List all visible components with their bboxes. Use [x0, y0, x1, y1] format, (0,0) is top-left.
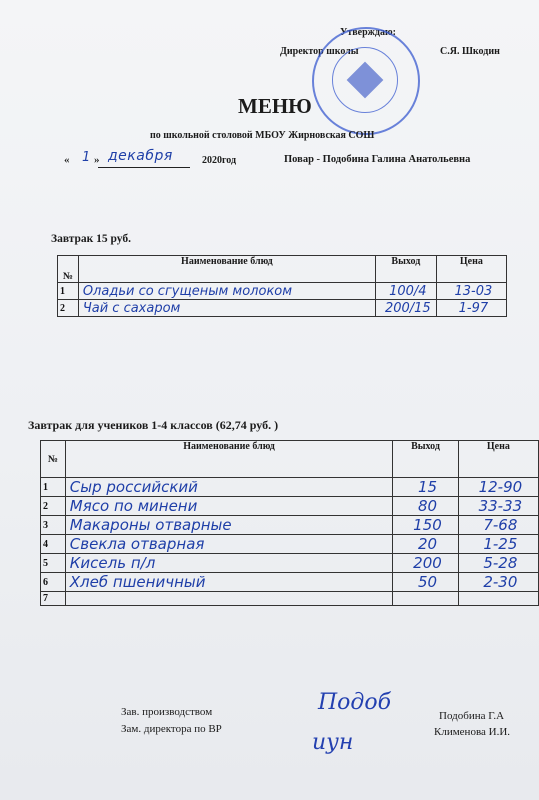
breakfast2-title: Завтрак для учеников 1-4 классов (62,74 руб. ) [28, 418, 279, 432]
row-number: 6 [41, 573, 66, 592]
role-deputy: Зам. директора по ВР [121, 723, 222, 735]
col-output: Выход [393, 441, 459, 478]
table-header-row [58, 256, 507, 283]
row-number: 1 [41, 478, 66, 497]
date-underline [98, 167, 190, 168]
dish-price: 12-90 [458, 478, 538, 497]
table-row [58, 300, 507, 317]
table-row [41, 497, 539, 516]
dish-name: Кисель п/л [65, 554, 392, 573]
dish-price: 1-25 [458, 535, 538, 554]
col-price: Цена [458, 441, 538, 478]
dish-output: 80 [393, 497, 459, 516]
name-production: Подобина Г.А [439, 710, 505, 722]
dish-price: 7-68 [458, 516, 538, 535]
year: 2020год [202, 155, 237, 166]
dish-price: 5-28 [458, 554, 538, 573]
table-header-row [41, 441, 539, 478]
date-month: декабря [108, 148, 173, 164]
dish-name: Хлеб пшеничный [65, 573, 392, 592]
dish-name [65, 592, 392, 606]
approval-name: С.Я. Шкодин [440, 46, 500, 57]
dish-name: Мясо по минени [65, 497, 392, 516]
dish-name: Чай с сахаром [78, 300, 375, 317]
table-row [41, 592, 539, 606]
col-dish: Наименование блюд [78, 256, 375, 283]
col-number: № [58, 256, 79, 283]
table-row [58, 283, 507, 300]
date-quote-open: « [64, 154, 70, 166]
dish-output: 50 [393, 573, 459, 592]
school-stamp [312, 27, 420, 135]
table-row [41, 478, 539, 497]
dish-name: Свекла отварная [65, 535, 392, 554]
dish-name: Макароны отварные [65, 516, 392, 535]
col-output: Выход [375, 256, 436, 283]
dish-output: 200 [393, 554, 459, 573]
row-number: 2 [41, 497, 66, 516]
dish-price [458, 592, 538, 606]
dish-name: Сыр российский [65, 478, 392, 497]
row-number: 1 [58, 283, 79, 300]
dish-output: 150 [393, 516, 459, 535]
table-row [41, 554, 539, 573]
table-row [41, 535, 539, 554]
role-production: Зав. производством [121, 706, 213, 718]
approval-title: Утверждаю: [340, 27, 396, 38]
dish-output: 15 [393, 478, 459, 497]
row-number: 7 [41, 592, 66, 606]
row-number: 2 [58, 300, 79, 317]
col-number: № [41, 441, 66, 478]
dish-price: 2-30 [458, 573, 538, 592]
page-subtitle: по школьной столовой МБОУ Жирновская СОШ [150, 130, 375, 141]
date-day: 1 [82, 150, 91, 165]
signature-deputy: иун [312, 730, 354, 755]
approval-position: Директор школы [280, 46, 359, 57]
table-row [41, 573, 539, 592]
dish-price: 1-97 [436, 300, 506, 317]
dish-output: 20 [393, 535, 459, 554]
dish-name: Оладьи со сгущеным молоком [78, 283, 375, 300]
breakfast1-table [57, 255, 507, 317]
signature-production: Подоб [318, 690, 392, 715]
row-number: 3 [41, 516, 66, 535]
row-number: 5 [41, 554, 66, 573]
row-number: 4 [41, 535, 66, 554]
breakfast1-title: Завтрак 15 руб. [51, 233, 132, 245]
page-title: МЕНЮ [238, 94, 312, 118]
breakfast2-table [40, 440, 539, 606]
col-dish: Наименование блюд [65, 441, 392, 478]
col-price: Цена [436, 256, 506, 283]
dish-price: 33-33 [458, 497, 538, 516]
date-quote-close: » [94, 154, 100, 166]
dish-output [393, 592, 459, 606]
dish-price: 13-03 [436, 283, 506, 300]
dish-output: 100/4 [375, 283, 436, 300]
cook-label: Повар - Подобина Галина Анатольевна [284, 154, 471, 165]
name-deputy: Клименова И.И. [434, 726, 511, 738]
table-row [41, 516, 539, 535]
dish-output: 200/15 [375, 300, 436, 317]
